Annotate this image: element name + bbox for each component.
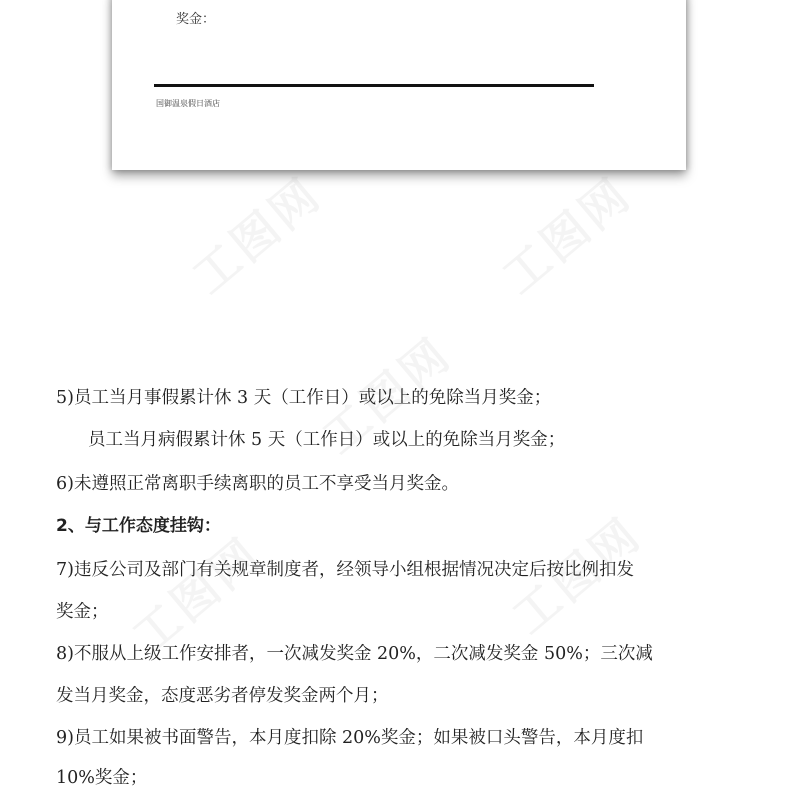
rule-9: 9)员工如果被书面警告，本月度扣除 20%奖金；如果被口头警告，本月度扣 xyxy=(56,728,644,748)
hotel-name-footer: 国御温泉假日酒店 xyxy=(156,99,220,108)
section-heading-attitude: 2、与工作态度挂钩： xyxy=(56,516,221,536)
rule-8: 8)不服从上级工作安排者，一次减发奖金 20%，二次减发奖金 50%；三次减 xyxy=(56,644,653,664)
rule-7: 7)违反公司及部门有关规章制度者，经领导小组根据情况决定后按比例扣发 xyxy=(56,560,634,580)
watermark xyxy=(486,160,643,307)
document-page-preview xyxy=(112,0,686,170)
watermark xyxy=(176,160,333,307)
signature-line xyxy=(154,84,594,87)
rule-5: 5)员工当月事假累计休 3 天（工作日）或以上的免除当月奖金； xyxy=(56,388,552,408)
bonus-label: 奖金： xyxy=(176,12,216,27)
rule-6: 6)未遵照正常离职手续离职的员工不享受当月奖金。 xyxy=(56,474,459,494)
rule-5-sick-leave: 员工当月病假累计休 5 天（工作日）或以上的免除当月奖金； xyxy=(88,430,566,450)
rule-8-continued: 发当月奖金，态度恶劣者停发奖金两个月； xyxy=(56,686,389,706)
rule-7-continued: 奖金； xyxy=(56,602,109,622)
rule-9-continued: 10%奖金； xyxy=(56,768,148,788)
